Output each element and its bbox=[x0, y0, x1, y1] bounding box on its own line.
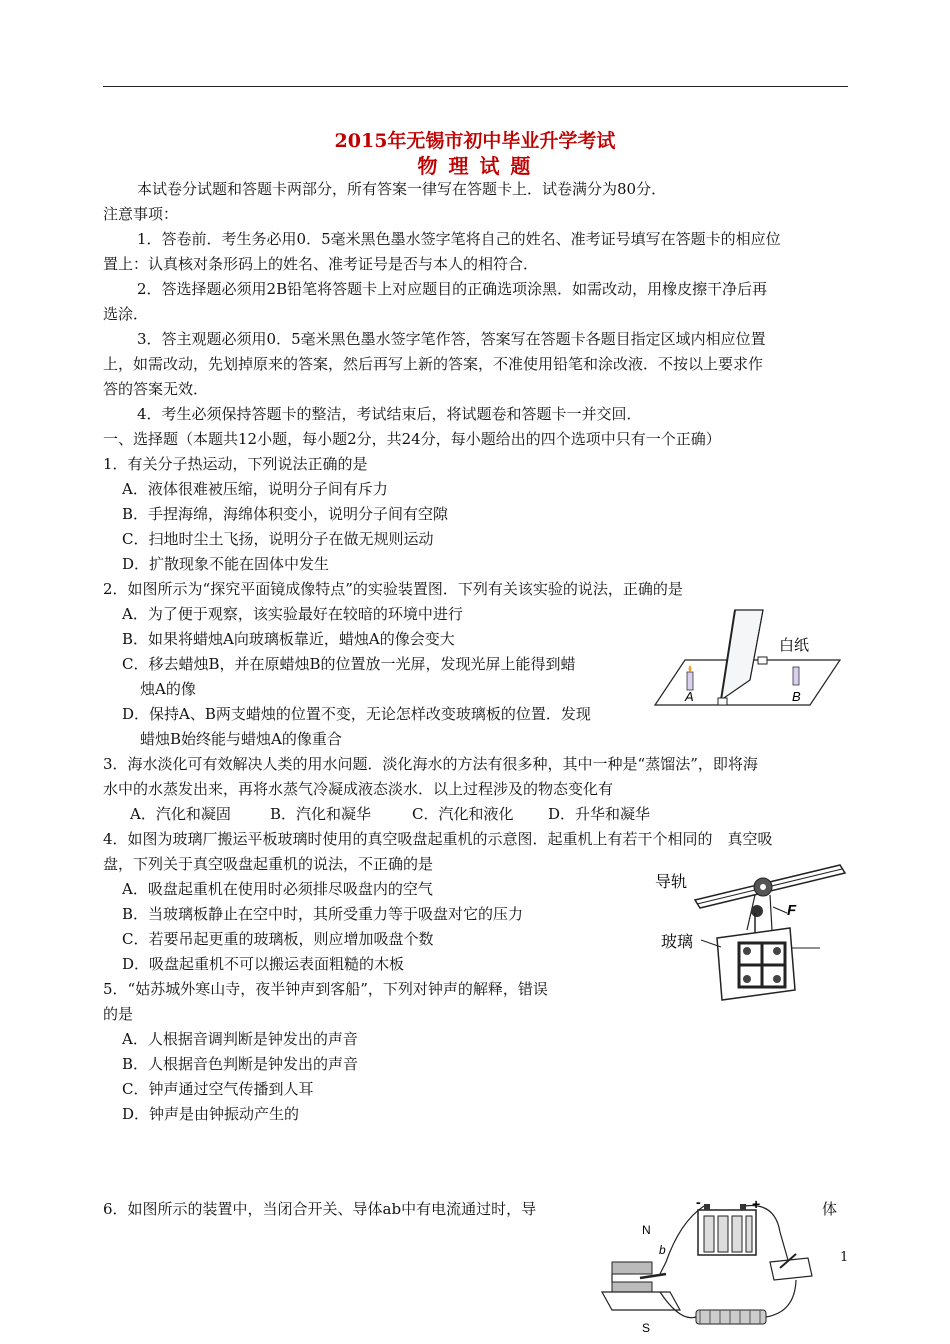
q1-option-d: D．扩散现象不能在固体中发生 bbox=[122, 555, 330, 573]
q3-stem-1: 3．海水淡化可有效解决人类的用水问题．淡化海水的方法有很多种，其中一种是“蒸馏法”，即将海 bbox=[103, 755, 758, 773]
q2-option-c1: C．移去蜡烛B，并在原蜡烛B的位置放一光屏，发现光屏上能得到蜡 bbox=[122, 655, 576, 673]
q5-option-c: C．钟声通过空气传播到人耳 bbox=[122, 1080, 314, 1098]
q5-option-b: B．人根据音色判断是钟发出的声音 bbox=[122, 1055, 359, 1073]
q2-option-d1: D．保持A、B两支蜡烛的位置不变，无论怎样改变玻璃板的位置．发现 bbox=[122, 705, 591, 723]
notice-3a: 3．答主观题必须用0．5毫米黑色墨水签字笔作答，答案写在答题卡各题目指定区域内相应位置 bbox=[137, 330, 766, 348]
q5-stem-2: 的是 bbox=[103, 1005, 134, 1023]
exam-title: 2015年无锡市初中毕业升学考试 bbox=[334, 130, 616, 152]
q6-stem: 6．如图所示的装置中，当闭合开关、导体ab中有电流通过时，导 bbox=[103, 1200, 537, 1218]
section-heading: 一、选择题（本题共12小题，每小题2分，共24分，每小题给出的四个选项中只有一个正确） bbox=[103, 430, 721, 448]
q4-option-a: A．吸盘起重机在使用时必须排尽吸盘内的空气 bbox=[122, 880, 433, 898]
q6-stem-tail: 体 bbox=[822, 1200, 838, 1218]
fig-label-b: B bbox=[792, 689, 801, 704]
q4-option-c: C．若要吊起更重的玻璃板，则应增加吸盘个数 bbox=[122, 930, 434, 948]
q4-option-b: B．当玻璃板静止在空中时，其所受重力等于吸盘对它的压力 bbox=[122, 905, 524, 923]
q5-stem-1: 5．“姑苏城外寒山寺，夜半钟声到客船”，下列对钟声的解释，错误 bbox=[103, 980, 548, 998]
circuit-figure bbox=[600, 1192, 815, 1342]
notice-1a: 1．答卷前．考生务必用0．5毫米黑色墨水签字笔将自己的姓名、准考证号填写在答题卡的相应位 bbox=[137, 230, 781, 248]
q1-option-a: A．液体很难被压缩，说明分子间有斥力 bbox=[122, 480, 388, 498]
q2-option-c2: 烛A的像 bbox=[140, 680, 196, 698]
q3-option-c: C．汽化和液化 bbox=[412, 805, 514, 823]
suction-crane-figure bbox=[655, 865, 850, 1010]
intro-text: 本试卷分试题和答题卡两部分，所有答案一律写在答题卡上．试卷满分为80分． bbox=[137, 180, 667, 198]
fig-label-minus: - bbox=[696, 1194, 701, 1210]
fig-label-north: N bbox=[642, 1223, 651, 1237]
q1-option-b: B．手捏海绵，海绵体积变小，说明分子间有空隙 bbox=[122, 505, 449, 523]
q2-option-a: A．为了便于观察，该实验最好在较暗的环境中进行 bbox=[122, 605, 463, 623]
q4-stem-1: 4．如图为玻璃厂搬运平板玻璃时使用的真空吸盘起重机的示意图．起重机上有若干个相同的 真空吸 bbox=[103, 830, 773, 848]
fig-label-a: A bbox=[685, 689, 694, 704]
q3-option-b: B．汽化和凝华 bbox=[270, 805, 372, 823]
q2-option-d2: 蜡烛B始终能与蜡烛A的像重合 bbox=[140, 730, 342, 748]
header-rule bbox=[103, 86, 848, 87]
q4-stem-2: 盘，下列关于真空吸盘起重机的说法，不正确的是 bbox=[103, 855, 434, 873]
notice-3c: 答的答案无效． bbox=[103, 380, 209, 398]
q3-stem-2: 水中的水蒸发出来，再将水蒸气冷凝成液态淡水．以上过程涉及的物态变化有 bbox=[103, 780, 614, 798]
page-number: 1 bbox=[840, 1250, 849, 1265]
notice-2b: 选涂． bbox=[103, 305, 149, 323]
notice-1b: 置上：认真核对条形码上的姓名、准考证号是否与本人的相符合． bbox=[103, 255, 539, 273]
notice-4: 4．考生必须保持答题卡的整洁，考试结束后，将试题卷和答题卡一并交回． bbox=[137, 405, 642, 423]
mirror-experiment-figure bbox=[655, 605, 845, 715]
fig-label-paper: 白纸 bbox=[779, 637, 810, 654]
q1-stem: 1．有关分子热运动，下列说法正确的是 bbox=[103, 455, 368, 473]
fig-label-glass: 玻璃 bbox=[661, 934, 694, 951]
q2-stem: 2．如图所示为“探究平面镜成像特点”的实验装置图．下列有关该实验的说法，正确的是 bbox=[103, 580, 683, 598]
fig-label-force: F bbox=[787, 902, 797, 919]
q5-option-a: A．人根据音调判断是钟发出的声音 bbox=[122, 1030, 358, 1048]
fig-label-south: S bbox=[642, 1321, 651, 1335]
q3-option-d: D．升华和凝华 bbox=[548, 805, 651, 823]
q3-option-a: A．汽化和凝固 bbox=[130, 805, 231, 823]
q2-option-b: B．如果将蜡烛A向玻璃板靠近，蜡烛A的像会变大 bbox=[122, 630, 455, 648]
notice-3b: 上，如需改动，先划掉原来的答案，然后再写上新的答案，不准使用铅笔和涂改液．不按以上要求作 bbox=[103, 355, 764, 373]
q5-option-d: D．钟声是由钟振动产生的 bbox=[122, 1105, 300, 1123]
exam-subtitle: 物 理 试 题 bbox=[417, 154, 533, 178]
fig-label-rail: 导轨 bbox=[655, 874, 688, 891]
notice-2a: 2．答选择题必须用2B铅笔将答题卡上对应题目的正确选项涂黑．如需改动，用橡皮擦干净后再 bbox=[137, 280, 768, 298]
notice-label: 注意事项： bbox=[103, 205, 179, 223]
fig-label-plus: + bbox=[752, 1196, 761, 1212]
fig-label-b: b bbox=[659, 1243, 666, 1257]
q1-option-c: C．扫地时尘土飞扬，说明分子在做无规则运动 bbox=[122, 530, 434, 548]
q4-option-d: D．吸盘起重机不可以搬运表面粗糙的木板 bbox=[122, 955, 405, 973]
